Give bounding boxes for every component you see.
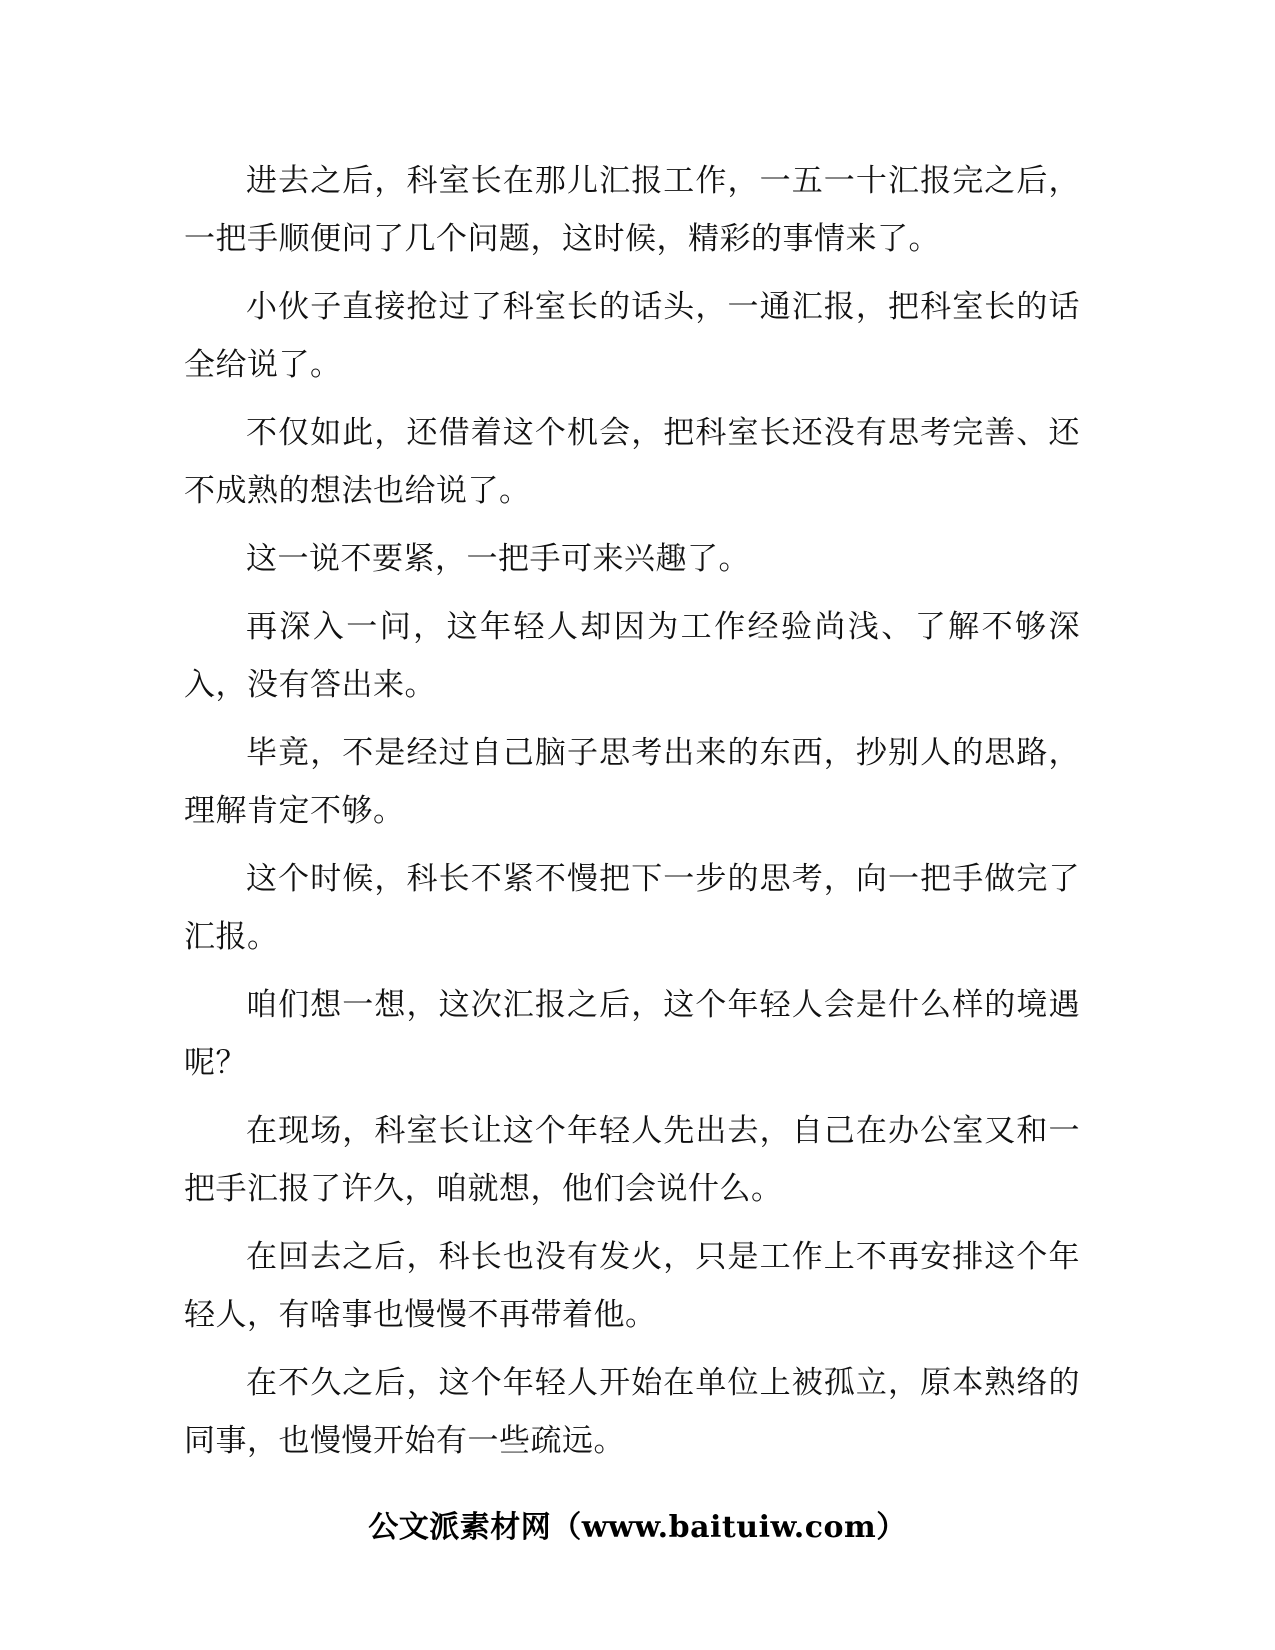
footer-source: 公文派素材网（www.baituiw.com） bbox=[368, 1510, 907, 1545]
paragraph: 在现场，科室长让这个年轻人先出去，自己在办公室又和一把手汇报了许久，咱就想，他们会说什么。 bbox=[184, 1113, 1080, 1207]
paragraph: 在回去之后，科长也没有发火，只是工作上不再安排这个年轻人，有啥事也慢慢不再带着他。 bbox=[184, 1239, 1080, 1333]
paragraph: 这个时候，科长不紧不慢把下一步的思考，向一把手做完了汇报。 bbox=[184, 861, 1080, 955]
paragraph: 进去之后，科室长在那儿汇报工作，一五一十汇报完之后，一把手顺便问了几个问题，这时候，精彩的事情来了。 bbox=[184, 163, 1080, 257]
paragraph: 小伙子直接抢过了科室长的话头，一通汇报，把科室长的话全给说了。 bbox=[184, 289, 1080, 383]
paragraph: 在不久之后，这个年轻人开始在单位上被孤立，原本熟络的同事，也慢慢开始有一些疏远。 bbox=[184, 1365, 1080, 1459]
paragraph: 这一说不要紧，一把手可来兴趣了。 bbox=[246, 541, 750, 577]
paragraph: 不仅如此，还借着这个机会，把科室长还没有思考完善、还不成熟的想法也给说了。 bbox=[184, 415, 1080, 509]
paragraph: 毕竟，不是经过自己脑子思考出来的东西，抄别人的思路，理解肯定不够。 bbox=[184, 735, 1080, 829]
paragraph: 咱们想一想，这次汇报之后，这个年轻人会是什么样的境遇呢？ bbox=[184, 987, 1080, 1081]
paragraph: 再深入一问，这年轻人却因为工作经验尚浅、了解不够深入，没有答出来。 bbox=[184, 609, 1080, 703]
body-text bbox=[184, 152, 1080, 1480]
